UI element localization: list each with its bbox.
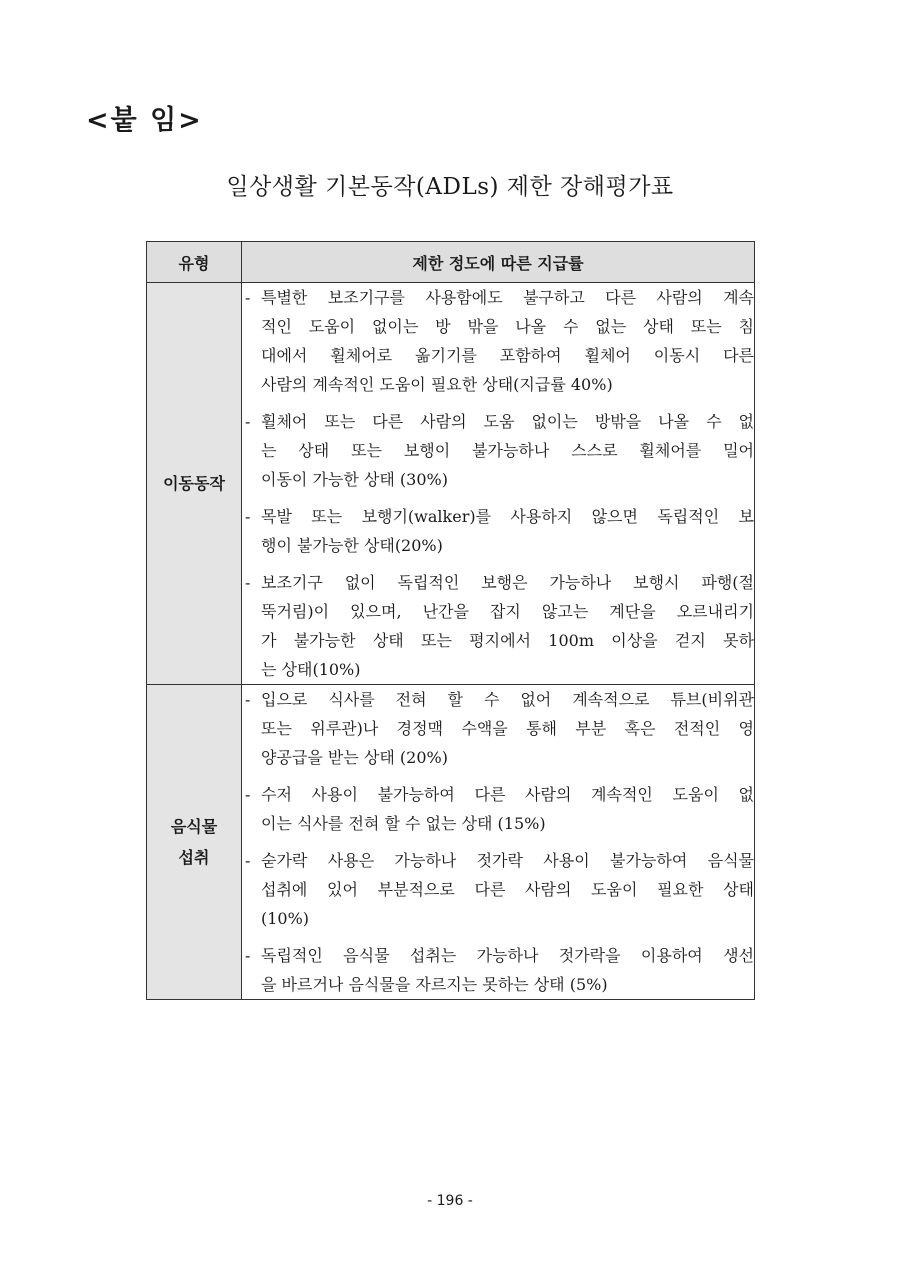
row-type-label: 이동동작 <box>163 474 225 493</box>
item-text-line: 특별한 보조기구를 사용함에도 불구하고 다른 사람의 계속 <box>261 288 754 307</box>
list-item <box>242 568 754 684</box>
item-text-line: 는 상태 또는 보행이 불가능하나 스스로 휠체어를 밀어 <box>261 441 754 460</box>
list-item <box>242 780 754 838</box>
item-text-line: 적인 도움이 없이는 방 밖을 나올 수 없는 상태 또는 침 <box>261 317 754 336</box>
header-type: 유형 <box>147 242 242 283</box>
row-description-cell <box>242 283 755 685</box>
item-text-line: 이동이 가능한 상태 (30%) <box>261 470 448 489</box>
item-text-line: (10%) <box>261 909 310 928</box>
item-text-line: 입으로 식사를 전혀 할 수 없어 계속적으로 튜브(비위관 <box>261 690 754 709</box>
item-text-line: 수저 사용이 불가능하여 다른 사람의 계속적인 도움이 없 <box>261 785 754 804</box>
item-text-line: 보조기구 없이 독립적인 보행은 가능하나 보행시 파행(절 <box>261 573 754 592</box>
list-item <box>242 502 754 560</box>
item-text-line: 을 바르거나 음식물을 자르지는 못하는 상태 (5%) <box>261 975 608 994</box>
bullet-dash: - <box>245 573 251 592</box>
item-text-line: 목발 또는 보행기(walker)를 사용하지 않으면 독립적인 보 <box>261 507 754 526</box>
row-type-label: 섭취 <box>178 848 210 867</box>
header-rate: 제한 정도에 따른 지급률 <box>242 242 755 283</box>
list-item <box>242 283 754 399</box>
bullet-dash: - <box>245 851 251 870</box>
bullet-dash: - <box>245 412 251 431</box>
page-number: - 196 - <box>427 1193 473 1209</box>
bullet-dash: - <box>245 785 251 804</box>
bullet-dash: - <box>245 946 251 965</box>
table-row <box>147 685 755 1000</box>
item-text-line: 가 불가능한 상태 또는 평지에서 100m 이상을 걷지 못하 <box>261 631 754 650</box>
bullet-dash: - <box>245 288 251 307</box>
bullet-dash: - <box>245 507 251 526</box>
item-text-line: 또는 위루관)나 경정맥 수액을 통해 부분 혹은 전적인 영 <box>261 719 754 738</box>
table-header-row <box>147 242 755 283</box>
bullet-dash: - <box>245 690 251 709</box>
item-text-line: 는 상태(10%) <box>261 660 361 679</box>
document-title: 일상생활 기본동작(ADLs) 제한 장해평가표 <box>226 174 674 200</box>
row-description-cell <box>242 685 755 1000</box>
item-text-line: 사람의 계속적인 도움이 필요한 상태(지급률 40%) <box>261 375 613 394</box>
item-text-line: 섭취에 있어 부분적으로 다른 사람의 도움이 필요한 상태 <box>261 880 754 899</box>
adl-table <box>146 241 755 1000</box>
item-text-line: 대에서 휠체어로 옮기기를 포함하여 휠체어 이동시 다른 <box>261 346 754 365</box>
item-text-line: 행이 불가능한 상태(20%) <box>261 536 443 555</box>
list-item <box>242 941 754 999</box>
row-type-cell <box>147 283 242 685</box>
item-text-line: 휠체어 또는 다른 사람의 도움 없이는 방밖을 나올 수 없 <box>261 412 754 431</box>
list-item <box>242 407 754 494</box>
item-text-line: 숟가락 사용은 가능하나 젓가락 사용이 불가능하여 음식물 <box>261 851 754 870</box>
item-text-line: 이는 식사를 전혀 할 수 없는 상태 (15%) <box>261 814 546 833</box>
list-item <box>242 846 754 933</box>
item-text-line: 양공급을 받는 상태 (20%) <box>261 748 448 767</box>
list-item <box>242 685 754 772</box>
row-type-cell <box>147 685 242 1000</box>
item-text-line: 독립적인 음식물 섭취는 가능하나 젓가락을 이용하여 생선 <box>261 946 754 965</box>
row-type-label: 음식물 <box>170 817 218 836</box>
attachment-heading: <붙 임> <box>86 105 203 136</box>
item-text-line: 뚝거림)이 있으며, 난간을 잡지 않고는 계단을 오르내리기 <box>261 602 754 621</box>
table-row <box>147 283 755 685</box>
